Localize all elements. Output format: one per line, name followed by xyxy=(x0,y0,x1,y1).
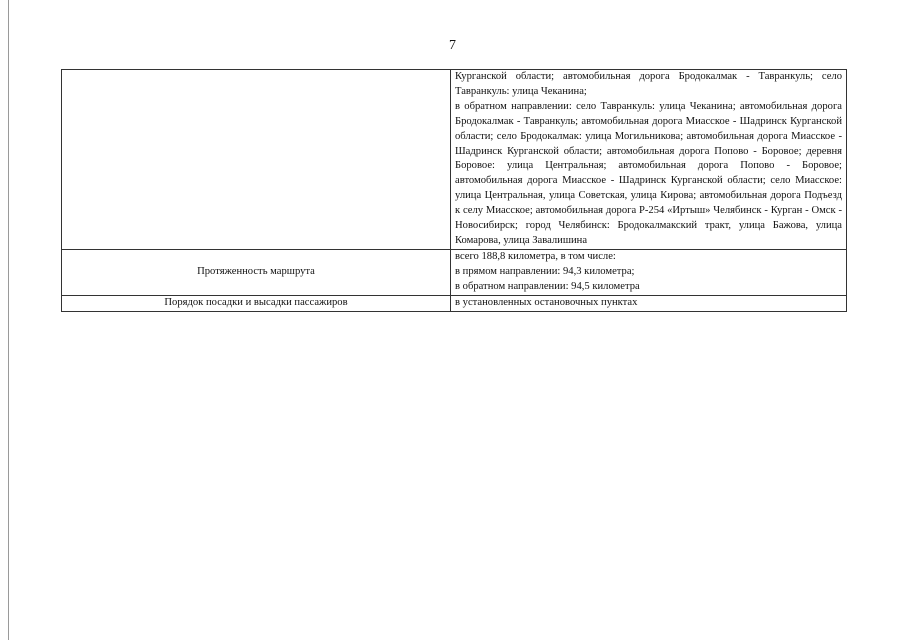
route-return-text: в обратном направлении: село Тавранкуль: улица Чеканина; автомобильная дорога Бродокалмак - Тавранкуль; автомобильная дорога Миасское - Шадринск Курганской области; село Бродокалмак: улица Могильникова; автомобильная дорога Миасское - Шадринск Курганской области; автомобильная дорога Попово - Боровое; деревня Боровое: улица Центральная; автомобильная дорога Попово - Боровое; автомобильная дорога Миасское - Шадринск Курганской области; село Миасское: улица Центральная, улица Советская, улица Кирова; автомобильная дорога Подъезд к селу Миасское; автомобильная дорога Р-254 «Иртыш» Челябинск - Курган - Омск - Новосибирск; город Челябинск: Бродокалмакский тракт, улица Бажова, улица Комарова, улица Завалишина xyxy=(455,100,842,246)
table-cell-label: Порядок посадки и высадки пассажиров xyxy=(62,295,451,311)
route-table xyxy=(61,69,847,312)
route-length-return: в обратном направлении: 94,5 километра xyxy=(455,280,640,292)
table-cell-content xyxy=(451,70,847,250)
route-segment-text: Курганской области; автомобильная дорога Бродокалмак - Тавранкуль; село Тавранкуль: улица Чеканина; xyxy=(455,71,842,97)
page-left-border xyxy=(8,0,9,640)
route-length-forward: в прямом направлении: 94,3 километра; xyxy=(455,265,635,277)
table-cell-label xyxy=(62,70,451,250)
page-number: 7 xyxy=(449,38,456,53)
table-row xyxy=(62,295,847,311)
table-cell-label: Протяженность маршрута xyxy=(62,249,451,295)
table-row xyxy=(62,70,847,250)
boarding-procedure-text: в установленных остановочных пунктах xyxy=(455,296,638,308)
table-cell-content xyxy=(451,249,847,295)
table-cell-content xyxy=(451,295,847,311)
table-row xyxy=(62,249,847,295)
route-length-total: всего 188,8 километра, в том числе: xyxy=(455,250,616,262)
